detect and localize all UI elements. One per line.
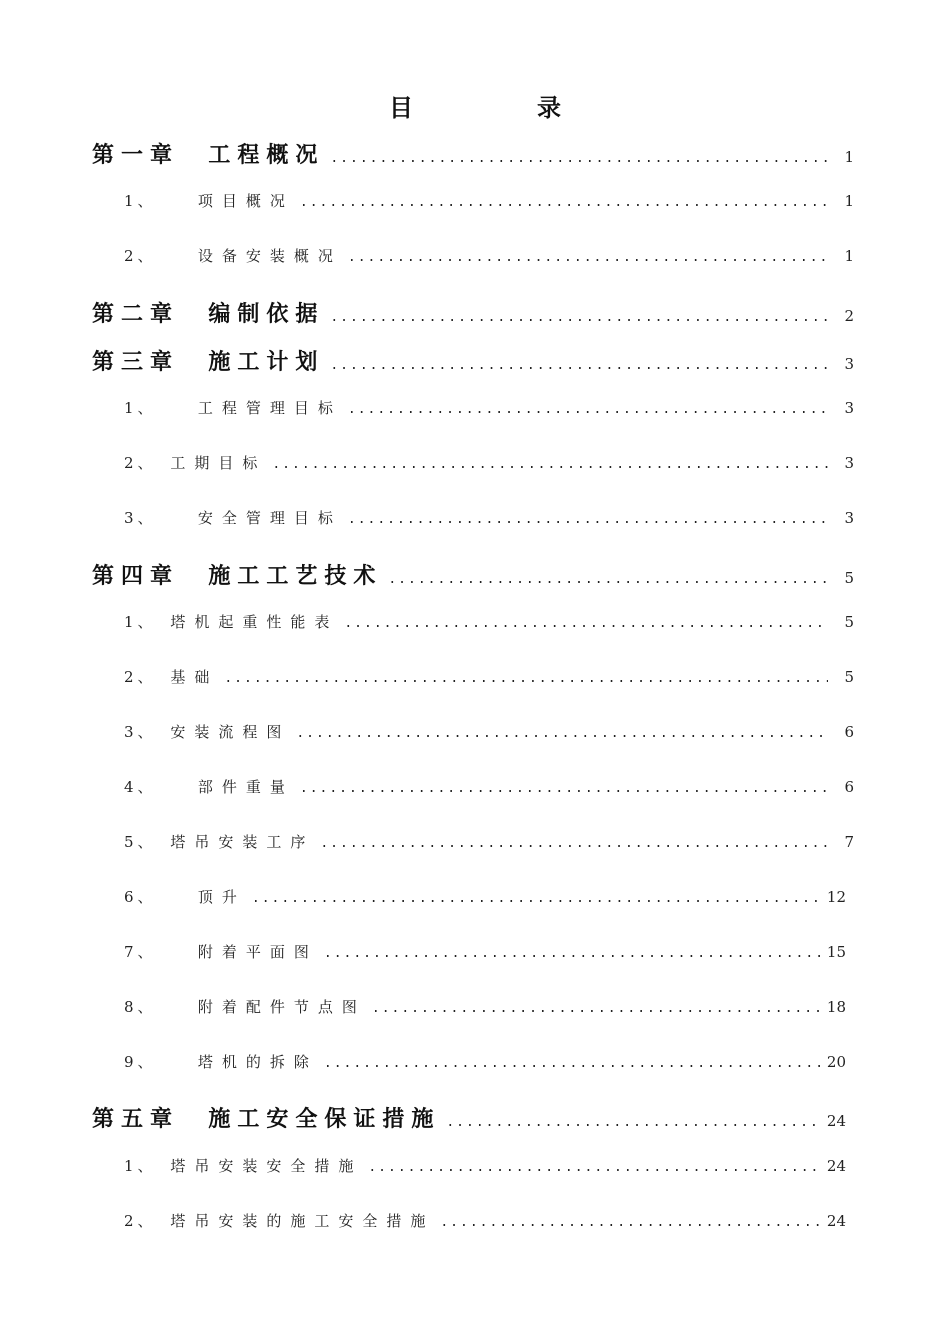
toc-section-entry[interactable] (124, 776, 854, 797)
page-number: 20 (826, 1053, 846, 1071)
toc-entry-label (92, 345, 324, 376)
section-title: 附着配件节点图 (197, 998, 366, 1016)
section-title: 塔机起重性能表 (170, 613, 339, 631)
section-number: 2、 (124, 1212, 157, 1230)
chapter-title: 施工计划 (208, 350, 325, 375)
section-number: 6、 (124, 888, 157, 906)
section-title: 塔吊安装工序 (170, 833, 315, 851)
toc-entry-label (124, 611, 338, 632)
page-number: 3 (844, 509, 854, 527)
dot-leader (446, 1115, 820, 1130)
section-number: 5、 (124, 833, 157, 851)
page-number: 6 (844, 778, 854, 796)
toc-entry-label (124, 452, 266, 473)
toc-entry-label (92, 138, 324, 169)
chapter-number: 第二章 (92, 302, 180, 327)
page-number: 3 (844, 454, 854, 472)
dot-leader (296, 726, 828, 741)
toc-section-entry[interactable] (124, 190, 854, 211)
dot-leader (330, 310, 828, 325)
chapter-number: 第四章 (92, 564, 180, 589)
toc-entry-label (124, 831, 314, 852)
toc-entry-label (124, 941, 318, 962)
section-number: 3、 (124, 723, 157, 741)
toc-entry-label (124, 507, 342, 528)
section-number: 4、 (124, 778, 157, 796)
dot-leader (324, 946, 820, 961)
toc-entry-label (124, 245, 342, 266)
page-number: 18 (826, 998, 846, 1016)
section-title: 安装流程图 (170, 723, 291, 741)
toc-section-entry[interactable] (124, 611, 854, 632)
page-number: 5 (844, 613, 854, 631)
section-title: 塔吊安装安全措施 (170, 1157, 363, 1175)
toc-entry-label (124, 1210, 434, 1231)
page-number: 15 (826, 943, 846, 961)
toc-entry-label (92, 559, 382, 590)
toc-chapter-entry[interactable] (92, 345, 854, 376)
page-number: 1 (844, 192, 854, 210)
section-title: 部件重量 (197, 778, 294, 796)
page-number: 2 (844, 307, 854, 325)
toc-entry-label (124, 776, 294, 797)
dot-leader (300, 781, 828, 796)
dot-leader (344, 616, 828, 631)
toc-section-entry[interactable] (124, 245, 854, 266)
section-title: 工程管理目标 (197, 399, 342, 417)
section-number: 9、 (124, 1053, 157, 1071)
section-title: 顶升 (197, 888, 246, 906)
section-number: 7、 (124, 943, 157, 961)
section-number: 1、 (124, 1157, 157, 1175)
dot-leader (348, 512, 828, 527)
chapter-number: 第三章 (92, 350, 180, 375)
toc-section-entry[interactable] (124, 941, 846, 962)
page-number: 6 (844, 723, 854, 741)
page-number: 3 (844, 399, 854, 417)
toc-entry-label (124, 886, 246, 907)
dot-leader (372, 1001, 820, 1016)
section-number: 1、 (124, 399, 157, 417)
toc-section-entry[interactable] (124, 397, 854, 418)
toc-entry-label (124, 1155, 362, 1176)
toc-entry-label (92, 1102, 440, 1133)
section-number: 1、 (124, 613, 157, 631)
toc-section-entry[interactable] (124, 996, 846, 1017)
section-title: 塔吊安装的施工安全措施 (170, 1212, 435, 1230)
section-number: 2、 (124, 454, 157, 472)
toc-section-entry[interactable] (124, 1210, 846, 1231)
section-title: 项目概况 (197, 192, 294, 210)
dot-leader (320, 836, 828, 851)
chapter-title: 施工安全保证措施 (208, 1107, 441, 1132)
toc-chapter-entry[interactable] (92, 559, 854, 590)
dot-leader (224, 671, 828, 686)
section-title: 设备安装概况 (197, 247, 342, 265)
page-number: 1 (844, 148, 854, 166)
dot-leader (330, 151, 828, 166)
section-title: 塔机的拆除 (197, 1053, 318, 1071)
toc-entry-label (92, 297, 324, 328)
chapter-title: 工程概况 (208, 143, 325, 168)
page-number: 5 (844, 569, 854, 587)
page-number: 24 (826, 1112, 846, 1130)
page-number: 5 (844, 668, 854, 686)
toc-section-entry[interactable] (124, 1051, 846, 1072)
toc-section-entry[interactable] (124, 666, 854, 687)
section-number: 8、 (124, 998, 157, 1016)
toc-entry-label (124, 190, 294, 211)
dot-leader (388, 572, 828, 587)
toc-section-entry[interactable] (124, 452, 854, 473)
toc-section-entry[interactable] (124, 721, 854, 742)
chapter-title: 施工工艺技术 (208, 564, 383, 589)
toc-entry-label (124, 996, 366, 1017)
page-number: 12 (826, 888, 846, 906)
toc-chapter-entry[interactable] (92, 297, 854, 328)
dot-leader (272, 457, 828, 472)
page-number: 1 (844, 247, 854, 265)
section-title: 工期目标 (170, 454, 267, 472)
toc-section-entry[interactable] (124, 507, 854, 528)
dot-leader (324, 1056, 820, 1071)
dot-leader (368, 1160, 820, 1175)
page-number: 7 (844, 833, 854, 851)
section-number: 1、 (124, 192, 157, 210)
dot-leader (330, 358, 828, 373)
page-number: 24 (826, 1212, 846, 1230)
section-title: 安全管理目标 (197, 509, 342, 527)
section-title: 附着平面图 (197, 943, 318, 961)
toc-section-entry[interactable] (124, 886, 846, 907)
dot-leader (348, 402, 828, 417)
section-number: 3、 (124, 509, 157, 527)
toc-section-entry[interactable] (124, 1155, 846, 1176)
toc-entry-label (124, 721, 290, 742)
chapter-number: 第五章 (92, 1107, 180, 1132)
toc-entry-label (124, 1051, 318, 1072)
toc-title: 目 录 (389, 94, 611, 122)
toc-chapter-entry[interactable] (92, 138, 854, 169)
toc-entry-label (124, 666, 218, 687)
dot-leader (348, 250, 828, 265)
section-title: 基础 (170, 668, 219, 686)
toc-chapter-entry[interactable] (92, 1102, 846, 1133)
dot-leader (252, 891, 820, 906)
section-number: 2、 (124, 668, 157, 686)
dot-leader (300, 195, 828, 210)
section-number: 2、 (124, 247, 157, 265)
page-number: 3 (844, 355, 854, 373)
page-number: 24 (826, 1157, 846, 1175)
toc-section-entry[interactable] (124, 831, 854, 852)
chapter-title: 编制依据 (208, 302, 325, 327)
dot-leader (440, 1215, 820, 1230)
toc-entry-label (124, 397, 342, 418)
chapter-number: 第一章 (92, 143, 180, 168)
